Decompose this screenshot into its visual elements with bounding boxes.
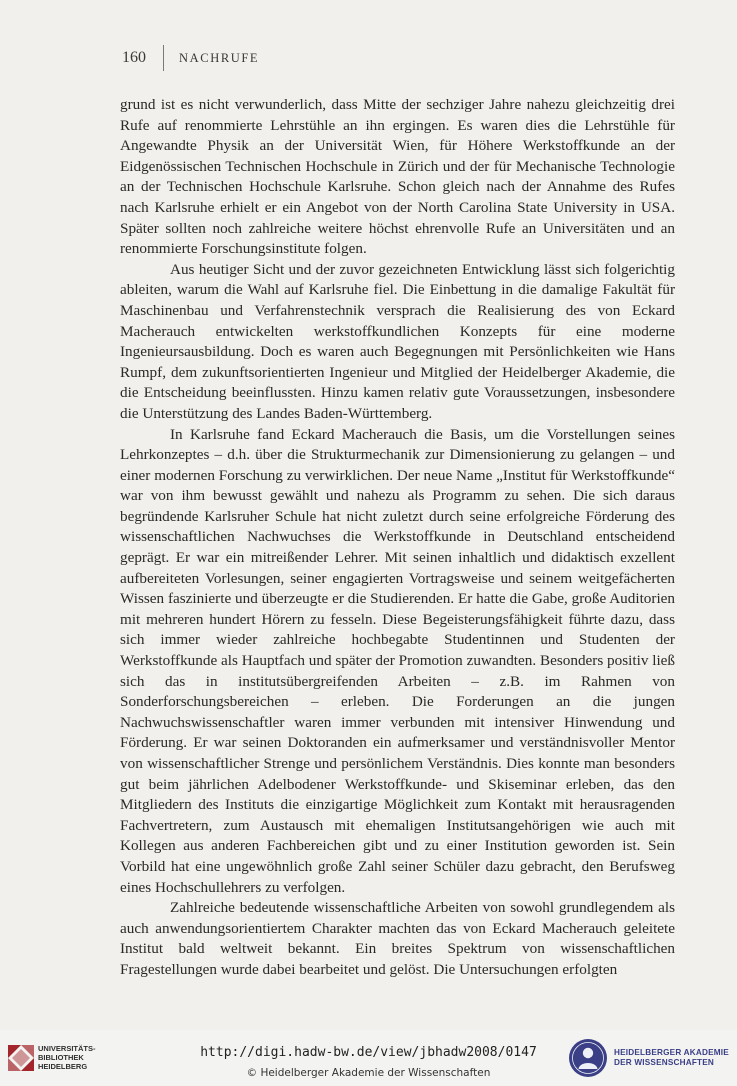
ub-logo-line: UNIVERSITÄTS- <box>38 1044 96 1053</box>
academy-seal-icon <box>568 1038 608 1078</box>
paragraph: Aus heutiger Sicht und der zuvor gezeichneten Entwicklung lässt sich folgerichtig ableiten, warum die Wahl auf Karlsruhe fiel. Die Einbettung in die damalige Fakultät für Maschinenbau und Verfahrenstechnik versprach die Realisierung des von Eckard Macherauch entwickelten werkstoffkundlichen Konzepts für eine moderne Ingenieursausbildung. Doch es waren auch Begegnungen mit Persönlichkeiten wie Hans Rumpf, dem zukunftsorientierten Ingenieur und Mitglied der Heidelberger Akademie, die die Entscheidung beeinflussten. Hinzu kamen relativ gute Voraussetzungen, insbesondere die Unterstützung des Landes Baden-Württemberg. <box>120 260 675 422</box>
academy-logo[interactable] <box>568 1038 729 1078</box>
academy-logo-line: DER WISSENSCHAFTEN <box>614 1058 715 1067</box>
academy-logo-line: HEIDELBERGER AKADEMIE <box>614 1047 729 1057</box>
paragraph: Zahlreiche bedeutende wissenschaftliche Arbeiten von sowohl grundlegendem als auch anwendungsorientiertem Charakter machten das von Eckard Macherauch geleitete Institut bald weltweit bekannt. Ein breites Spektrum von wissenschaftlichen Fragestellungen wurde dabei bearbeitet und gelöst. Die Untersuchungen erfolgten <box>120 899 675 978</box>
paragraph: In Karlsruhe fand Eckard Macherauch die Basis, um die Vorstellungen seines Lehrkonzeptes – d.h. über die Strukturmechanik zur Dimensionierung zu gelangen – und einer modernen Forschung zu verwirklichen. Der neue Name „Institut für Werkstoffkunde“ war von ihm bewusst gewählt und nahezu als Programm zu sehen. Die sich daraus begründende Karlsruher Schule hat nicht zuletzt durch seine erfolgreiche Förderung des wissenschaftlichen Nachwuchses die Werkstoffkunde in Deutschland entscheidend geprägt. Er war ein mitreißender Lehrer. Mit seinen inhaltlich und didaktisch exzellent aufbereiteten Vorlesungen, seiner engagierten Vortragsweise und seinem weitgefächerten Wissen faszinierte und überzeugte er die Studierenden. Er hatte die Gabe, große Auditorien mit mehreren hundert Hörern zu fesseln. Diese Begeisterungsfähigkeit führte dazu, dass sich immer wieder zahlreiche hochbegabte Studentinnen und Studenten der Werkstoffkunde als Hauptfach und später der Promotion zuwandten. Besonders positiv ließ sich das in institutsübergreifenden Arbeiten – z.B. im Rahmen von Sonderforschungsbereichen – erleben. Die Forderungen an die jungen Nachwuchswissenschaftler waren immer verbunden mit intensiver Hinwendung und Förderung. Er war seinen Doktoranden ein aufmerksamer und verständnisvoller Mentor von wissenschaftlicher Strenge und persönlichem Verständnis. Dies konnte man besonders gut beim jährlichen Adelbodener Werkstoffkunde- und Skiseminar erleben, das den Mitgliedern des Instituts die einzigartige Möglichkeit zum Kontakt mit herausragenden Fachvertretern, zum Austausch mit ehemaligen Institutsangehörigen wie auch mit Kollegen aus anderen Fachbereichen gibt und zu einer Institution geworden ist. Sein Vorbild hat eine ungewöhnlich große Zahl seiner Schüler dazu gebracht, den Berufsweg eines Hochschullehrers zu verfolgen. <box>120 425 675 896</box>
academy-logo-text <box>614 1048 729 1069</box>
header-divider <box>163 45 164 71</box>
page-number: 160 <box>122 49 146 66</box>
source-url-link[interactable]: http://digi.hadw-bw.de/view/jbhadw2008/0147 <box>200 1045 537 1060</box>
page-footer <box>0 1030 737 1086</box>
paragraph: grund ist es nicht verwunderlich, dass Mitte der sechziger Jahre nahezu gleichzeitig drei Rufe auf renommierte Lehrstühle an ihn ergingen. Es waren dies die Lehrstühle für Angewandte Physik an der Universität Wien, für Höhere Werkstoffkunde an der Eidgenössischen Technischen Hochschule in Zürich und der für Mechanische Technologie an der Technischen Hochschule Karlsruhe. Schon gleich nach der Annahme des Rufes nach Karlsruhe erhielt er ein Angebot von der North Carolina State University in USA. Später sollten noch zahlreiche weitere höchst ehrenvolle Rufe an Universitäten und an renommierte Forschungsinstitute folgen. <box>120 96 675 258</box>
copyright-notice: © Heidelberger Akademie der Wissenschaften <box>246 1067 491 1079</box>
running-head: NACHRUFE <box>179 50 260 65</box>
ub-logo-line: BIBLIOTHEK <box>38 1053 84 1062</box>
page-header <box>122 46 259 70</box>
ub-logo-line: HEIDELBERG <box>38 1062 88 1071</box>
body-text <box>120 95 675 981</box>
